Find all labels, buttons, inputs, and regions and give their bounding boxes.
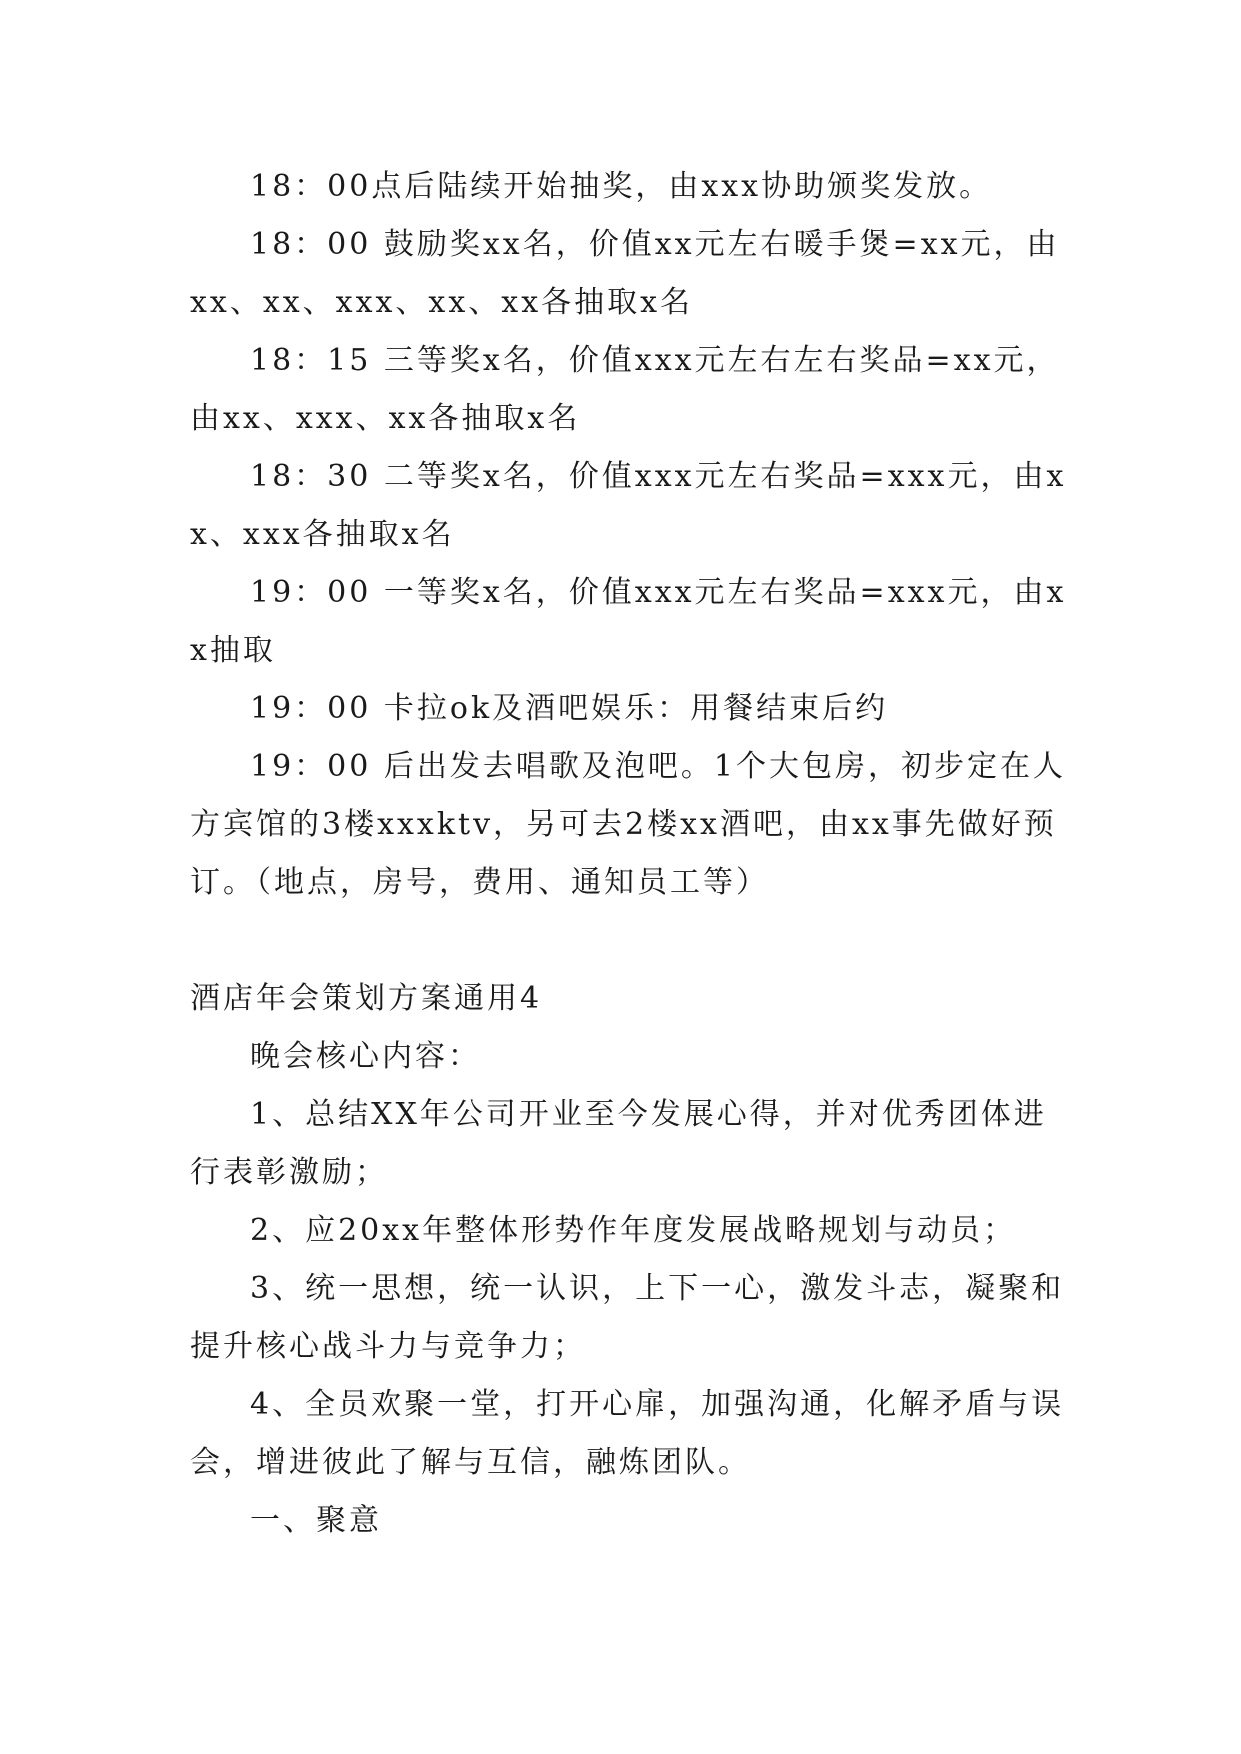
- paragraph-second-prize: 18：30 二等奖x名，价值xxx元左右奖品=xxx元，由xx、xxx各抽取x名: [190, 459, 1067, 552]
- paragraph-first-prize: 19：00 一等奖x名，价值xxx元左右奖品=xxx元，由xx抽取: [190, 575, 1067, 668]
- subheading-juyi: 一、聚意: [250, 1503, 382, 1538]
- document-body: [190, 158, 1070, 1550]
- list-item-4: 4、全员欢聚一堂，打开心扉，加强沟通，化解矛盾与误会，增进彼此了解与互信，融炼团队。: [190, 1387, 1065, 1480]
- paragraph-lottery-start: 18：00点后陆续开始抽奖，由xxx协助颁奖发放。: [250, 169, 993, 204]
- list-item-2: 2、应20xx年整体形势作年度发展战略规划与动员；: [250, 1213, 1017, 1248]
- paragraph-encouragement-prize: 18：00 鼓励奖xx名，价值xx元左右暖手煲=xx元，由xx、xx、xxx、xx、xx各抽取x名: [190, 227, 1060, 320]
- list-item-3: 3、统一思想，统一认识，上下一心，激发斗志，凝聚和提升核心战斗力与竞争力；: [190, 1271, 1065, 1364]
- paragraph-karaoke: 19：00 卡拉ok及酒吧娱乐：用餐结束后约: [250, 691, 889, 726]
- section-title: 酒店年会策划方案通用4: [190, 981, 543, 1016]
- paragraph-core-content: 晚会核心内容：: [250, 1039, 481, 1074]
- paragraph-ktv-booking: 19：00 后出发去唱歌及泡吧。1个大包房，初步定在人方宾馆的3楼xxxktv，另可去2楼xx酒吧，由xx事先做好预订。（地点，房号，费用、通知员工等）: [190, 749, 1066, 900]
- section-spacer: [190, 912, 1070, 970]
- paragraph-third-prize: 18：15 三等奖x名，价值xxx元左右左右奖品=xx元，由xx、xxx、xx各抽取x名: [190, 343, 1060, 436]
- list-item-1: 1、总结XX年公司开业至今发展心得，并对优秀团体进行表彰激励；: [190, 1097, 1047, 1190]
